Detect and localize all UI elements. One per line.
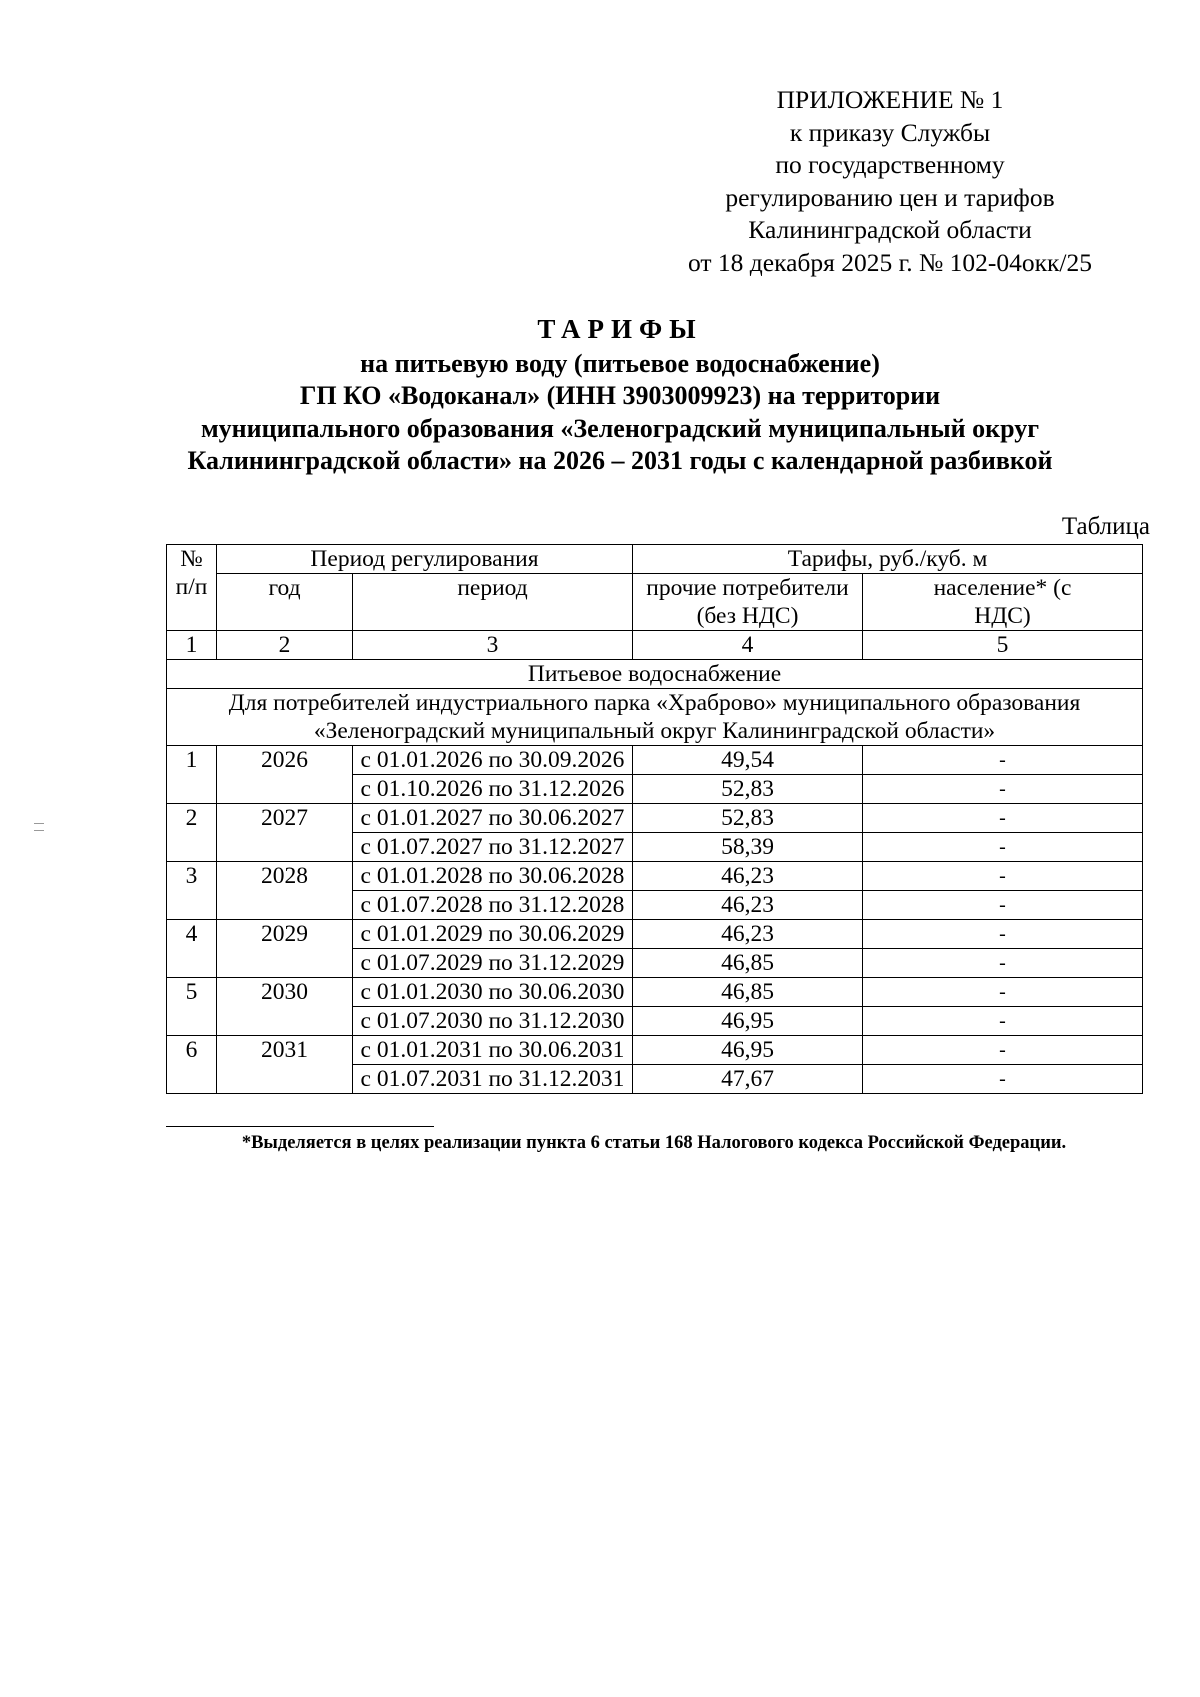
- appendix-line: регулированию цен и тарифов: [725, 182, 1055, 212]
- row-tariff-population: -: [863, 833, 1143, 862]
- appendix-line: Калининградской области: [748, 215, 1032, 244]
- subsection-line: «Зеленоградский муниципальный округ Калининградской области»: [313, 718, 996, 744]
- header-other-consumers-text: прочие потребители (без НДС): [646, 575, 849, 629]
- document-title: [120, 313, 1120, 478]
- row-tariff-population: -: [863, 891, 1143, 920]
- header-other-consumers: [633, 574, 863, 631]
- row-num: 4: [167, 920, 217, 978]
- header-population-text: население* (с НДС): [933, 575, 1072, 629]
- table-row: [167, 746, 1143, 775]
- row-period: с 01.07.2029 по 31.12.2029: [353, 949, 633, 978]
- header-row-1: [167, 545, 1143, 574]
- title-line: на питьевую воду (питьевое водоснабжение): [360, 348, 880, 378]
- footnote-divider: [166, 1126, 434, 1127]
- row-tariff-other: 46,23: [633, 862, 863, 891]
- main-title: ТАРИФЫ: [537, 314, 703, 344]
- row-year: 2026: [217, 746, 353, 804]
- row-num: 2: [167, 804, 217, 862]
- subsection-title: [167, 689, 1143, 746]
- row-year: 2027: [217, 804, 353, 862]
- row-tariff-population: -: [863, 949, 1143, 978]
- table-row: [167, 862, 1143, 891]
- header-year: год: [217, 574, 353, 631]
- row-year: 2028: [217, 862, 353, 920]
- tariffs-table: [166, 544, 1143, 1094]
- column-number: 4: [633, 631, 863, 660]
- table-row: [167, 978, 1143, 1007]
- row-tariff-population: -: [863, 804, 1143, 833]
- row-year: 2031: [217, 1036, 353, 1094]
- title-line: ГП КО «Водоканал» (ИНН 3903009923) на территории: [299, 381, 941, 410]
- row-period: с 01.07.2028 по 31.12.2028: [353, 891, 633, 920]
- header-row-2: [167, 574, 1143, 631]
- row-period: с 01.07.2031 по 31.12.2031: [353, 1065, 633, 1094]
- footnote: *Выделяется в целях реализации пункта 6 статьи 168 Налогового кодекса Российской Федерации.: [241, 1133, 1067, 1153]
- appendix-line: ПРИЛОЖЕНИЕ № 1: [776, 85, 1004, 114]
- row-period: с 01.10.2026 по 31.12.2026: [353, 775, 633, 804]
- row-period: с 01.07.2027 по 31.12.2027: [353, 833, 633, 862]
- row-tariff-other: 46,85: [633, 949, 863, 978]
- row-tariff-population: -: [863, 1007, 1143, 1036]
- row-period: с 01.01.2026 по 30.09.2026: [353, 746, 633, 775]
- column-number: 2: [217, 631, 353, 660]
- row-tariff-population: -: [863, 1065, 1143, 1094]
- table-row: [167, 1036, 1143, 1065]
- table-label: Таблица: [1061, 513, 1150, 540]
- row-period: с 01.07.2030 по 31.12.2030: [353, 1007, 633, 1036]
- row-year: 2029: [217, 920, 353, 978]
- row-tariff-population: -: [863, 862, 1143, 891]
- row-tariff-other: 46,85: [633, 978, 863, 1007]
- section-row: [167, 660, 1143, 689]
- row-tariff-population: -: [863, 978, 1143, 1007]
- table-row: [167, 920, 1143, 949]
- column-number: 1: [167, 631, 217, 660]
- row-tariff-other: 46,23: [633, 920, 863, 949]
- row-period: с 01.01.2031 по 30.06.2031: [353, 1036, 633, 1065]
- row-tariff-other: 58,39: [633, 833, 863, 862]
- row-year: 2030: [217, 978, 353, 1036]
- row-num: 5: [167, 978, 217, 1036]
- column-number: 3: [353, 631, 633, 660]
- row-tariff-other: 52,83: [633, 775, 863, 804]
- row-period: с 01.01.2028 по 30.06.2028: [353, 862, 633, 891]
- column-numbers-row: [167, 631, 1143, 660]
- table-row: [167, 804, 1143, 833]
- row-tariff-population: -: [863, 920, 1143, 949]
- title-line: муниципального образования «Зеленоградский муниципальный округ: [200, 413, 1040, 443]
- margin-mark: [34, 823, 44, 845]
- appendix-line: по государственному: [775, 150, 1005, 179]
- row-tariff-other: 46,95: [633, 1036, 863, 1065]
- header-period: период: [353, 574, 633, 631]
- subsection-line: Для потребителей индустриального парка «Храброво» муниципального образования: [228, 690, 1081, 716]
- header-period-group: Период регулирования: [217, 545, 633, 574]
- row-tariff-other: 52,83: [633, 804, 863, 833]
- row-num: 6: [167, 1036, 217, 1094]
- row-period: с 01.01.2030 по 30.06.2030: [353, 978, 633, 1007]
- appendix-line: к приказу Службы: [789, 117, 991, 147]
- title-line: Калининградской области» на 2026 – 2031 годы с календарной разбивкой: [187, 446, 1053, 475]
- row-period: с 01.01.2027 по 30.06.2027: [353, 804, 633, 833]
- header-num: [167, 545, 217, 631]
- appendix-line: от 18 декабря 2025 г. № 102-04окк/25: [687, 247, 1092, 277]
- row-tariff-other: 49,54: [633, 746, 863, 775]
- header-population: [863, 574, 1143, 631]
- row-tariff-other: 46,95: [633, 1007, 863, 1036]
- header-num-text: № п/п: [175, 546, 208, 600]
- row-tariff-other: 47,67: [633, 1065, 863, 1094]
- row-tariff-population: -: [863, 775, 1143, 804]
- row-tariff-population: -: [863, 746, 1143, 775]
- header-tariff-group: Тарифы, руб./куб. м: [633, 545, 1143, 574]
- row-num: 1: [167, 746, 217, 804]
- row-period: с 01.01.2029 по 30.06.2029: [353, 920, 633, 949]
- row-tariff-population: -: [863, 1036, 1143, 1065]
- section-title: Питьевое водоснабжение: [167, 660, 1143, 689]
- column-number: 5: [863, 631, 1143, 660]
- row-tariff-other: 46,23: [633, 891, 863, 920]
- row-num: 3: [167, 862, 217, 920]
- appendix-block: [640, 84, 1140, 279]
- subsection-row: [167, 689, 1143, 746]
